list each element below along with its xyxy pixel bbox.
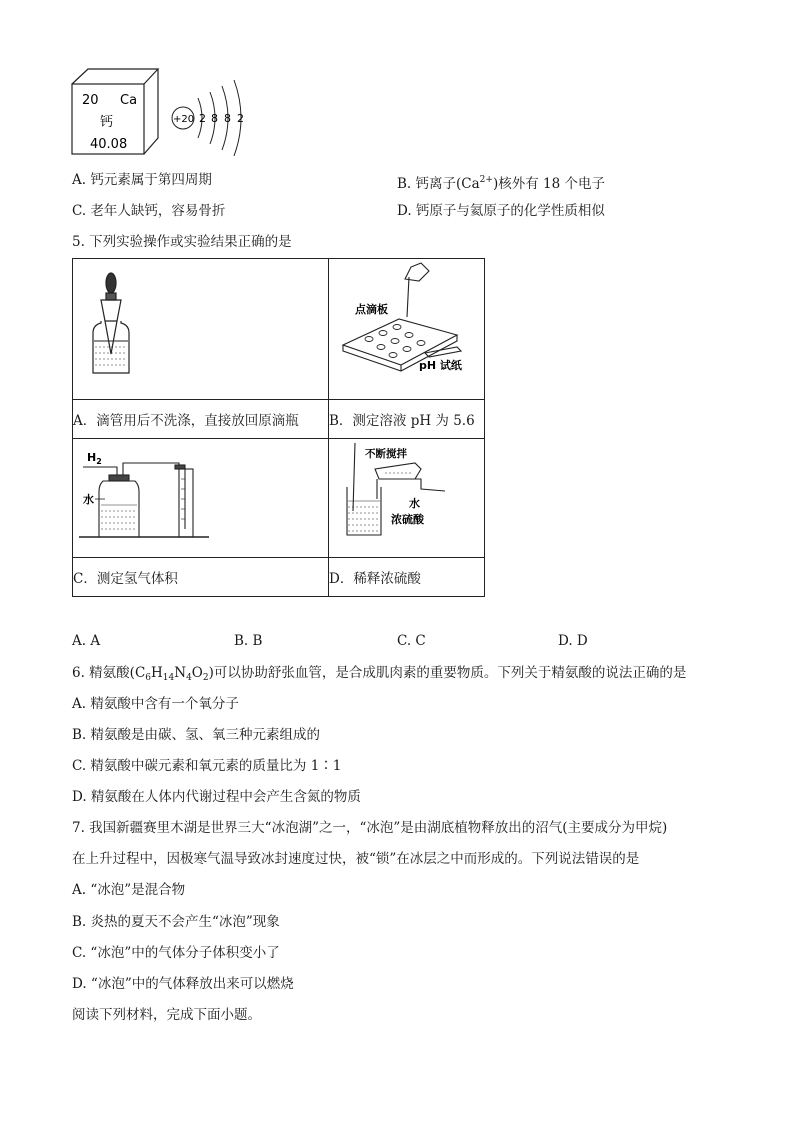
q5-answer-a[interactable]: A. A: [72, 633, 101, 649]
stir-label: 不断搅拌: [365, 448, 407, 460]
q6-option-c[interactable]: C. 精氨酸中碳元素和氧元素的质量比为 1∶1: [72, 758, 342, 774]
q5-cell-d-figure: [329, 439, 485, 558]
q7-option-d[interactable]: D. “冰泡”中的气体释放出来可以燃烧: [72, 976, 294, 992]
reading-instruction: 阅读下列材料，完成下面小题。: [72, 1007, 261, 1023]
shell-1: 2: [199, 112, 206, 125]
q5-stem: 5. 下列实验操作或实验结果正确的是: [72, 234, 292, 250]
q4-option-a[interactable]: A. 钙元素属于第四周期: [72, 172, 212, 188]
hydrogen-volume-figure: [73, 439, 328, 553]
element-symbol: Ca: [120, 93, 138, 108]
q7-option-b[interactable]: B. 炎热的夏天不会产生“冰泡”现象: [72, 914, 280, 930]
element-name: 钙: [100, 115, 114, 130]
h2-label: $H_2$: [87, 451, 102, 466]
q6-option-b[interactable]: B. 精氨酸是由碳、氢、氧三种元素组成的: [72, 727, 321, 743]
q5-cell-b-caption[interactable]: B．测定溶液 pH 为 5.6: [329, 400, 485, 439]
q5-cell-a-caption[interactable]: A．滴管用后不洗涤，直接放回原滴瓶: [73, 400, 329, 439]
q5-cell-a-figure: [73, 259, 329, 400]
shell-4: 2: [237, 112, 244, 125]
q7-option-a[interactable]: A. “冰泡”是混合物: [72, 882, 186, 898]
q7-stem-line1: 7. 我国新疆赛里木湖是世界三大“冰泡湖”之一，“冰泡”是由湖底植物释放出的沼气(主要成分为甲烷): [72, 820, 668, 836]
q7-stem-line2: 在上升过程中，因极寒气温导致冰封速度过快，被“锁”在冰层之中而形成的。下列说法错误的是: [72, 851, 640, 867]
q4-option-b[interactable]: [397, 171, 605, 193]
q5-cell-d-caption[interactable]: D．稀释浓硫酸: [329, 558, 485, 597]
q4-b-pre: B. 钙离子(Ca: [397, 176, 480, 192]
atom-structure: [172, 80, 244, 156]
q4-option-d[interactable]: D. 钙原子与氦原子的化学性质相似: [397, 203, 605, 219]
q5-cell-c-figure: [73, 439, 329, 558]
q5-cell-b-figure: [329, 259, 485, 400]
calcium-figure: [70, 66, 260, 166]
q5-figure-table: [72, 258, 485, 597]
atomic-number: 20: [82, 93, 99, 108]
q7-option-c[interactable]: C. “冰泡”中的气体分子体积变小了: [72, 945, 280, 961]
q4-b-sup: 2+: [479, 175, 493, 185]
q6-stem: 6. 精氨酸$(C_6H_{14}N_4O_2)$可以协助舒张血管，是合成肌肉素的重要物质。下列关于精氨酸的说法正确的是: [72, 665, 687, 683]
atomic-mass: 40.08: [90, 137, 128, 152]
ph-test-figure: [329, 259, 484, 395]
shell-2: 8: [211, 112, 218, 125]
drop-plate-label: 点滴板: [355, 303, 388, 316]
q5-cell-c-caption[interactable]: C．测定氢气体积: [73, 558, 329, 597]
acid-label: 浓硫酸: [391, 513, 424, 526]
shell-3: 8: [224, 112, 231, 125]
q4-b-post: )核外有 18 个电子: [492, 176, 605, 192]
q5-answer-d[interactable]: D. D: [558, 633, 588, 649]
ph-paper-label: pH 试纸: [419, 359, 462, 372]
water-label-c: 水: [83, 493, 94, 506]
q5-answer-b[interactable]: B. B: [234, 633, 263, 649]
dilute-acid-figure: [329, 439, 484, 553]
nucleus-charge: +20: [173, 114, 195, 125]
q6-option-a[interactable]: A. 精氨酸中含有一个氧分子: [72, 696, 239, 712]
q6-option-d[interactable]: D. 精氨酸在人体内代谢过程中会产生含氮的物质: [72, 789, 361, 805]
dropper-bottle-figure: [73, 259, 328, 395]
q4-option-c[interactable]: C. 老年人缺钙，容易骨折: [72, 203, 226, 219]
water-label-d: 水: [409, 497, 420, 510]
q5-answer-c[interactable]: C. C: [397, 633, 426, 649]
